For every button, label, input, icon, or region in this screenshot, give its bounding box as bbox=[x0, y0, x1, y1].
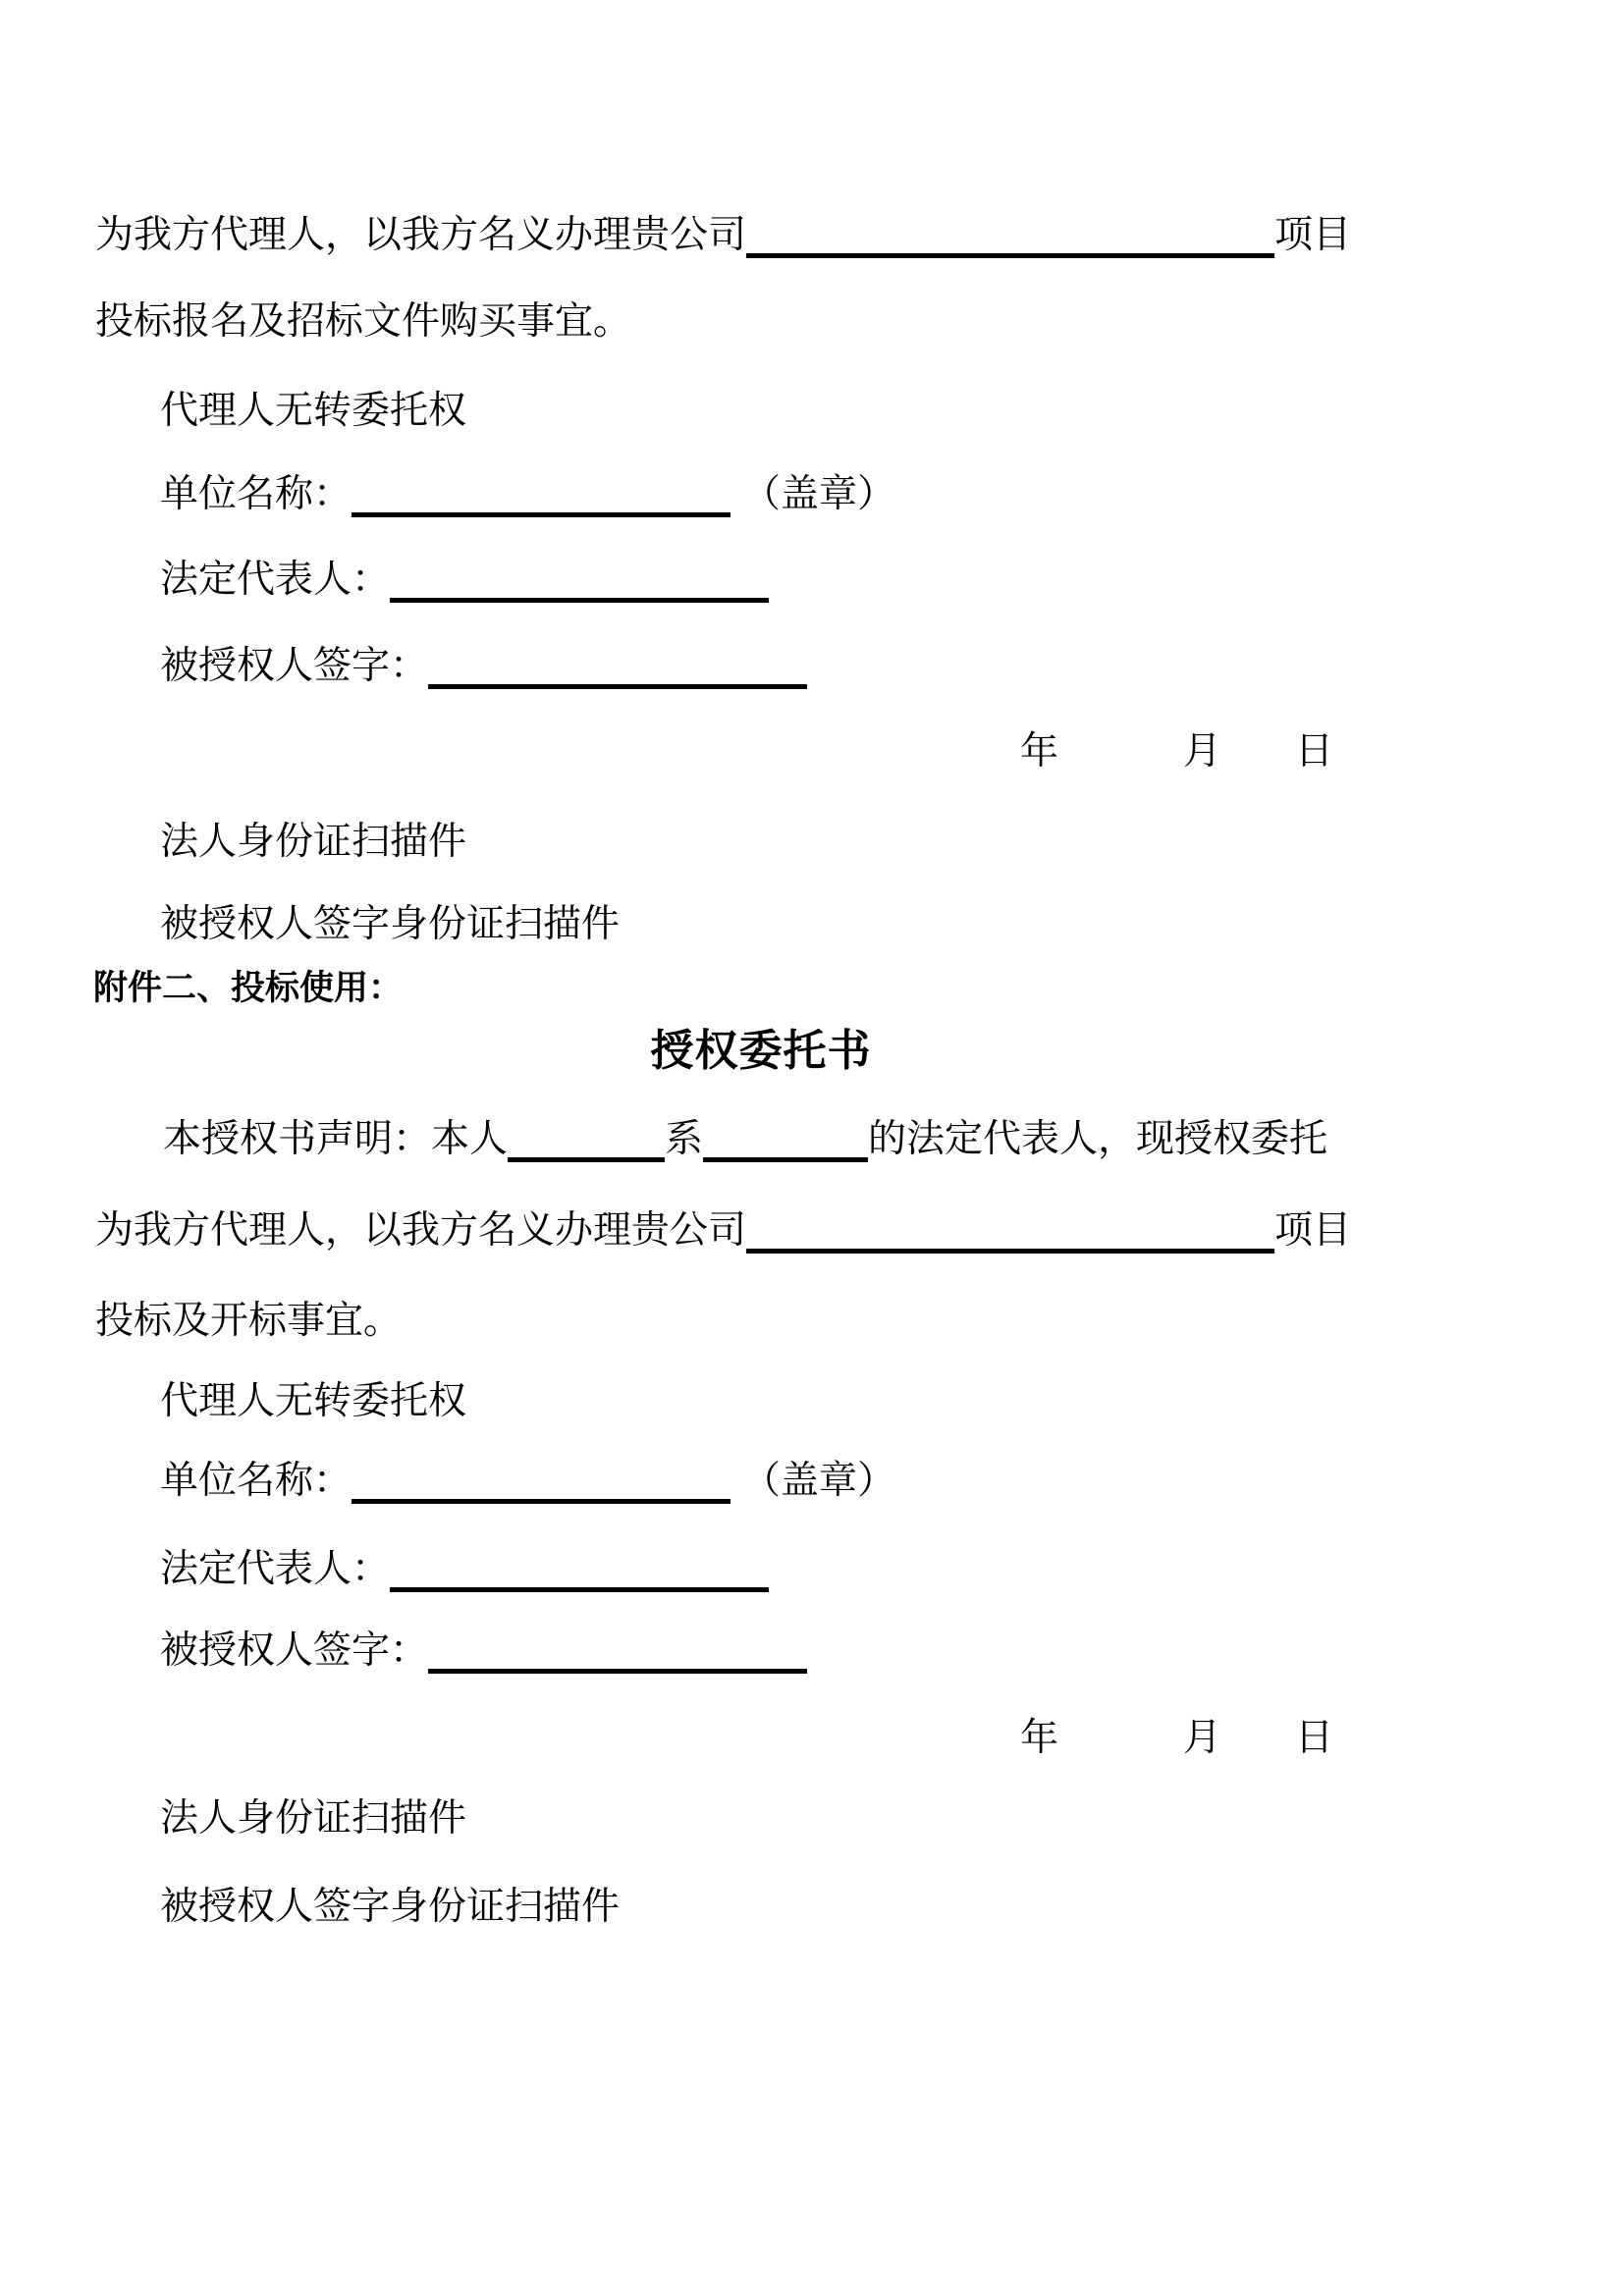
s1-unit-name-blank bbox=[352, 508, 731, 517]
s1-seal-label: （盖章） bbox=[742, 473, 896, 515]
s2-delegate-suffix: 项目 bbox=[1274, 1209, 1352, 1252]
s1-no-subdelegation-line: 代理人无转委托权 bbox=[160, 390, 467, 432]
s2-authorized-sign-blank bbox=[428, 1665, 807, 1674]
s2-declare-line bbox=[163, 1118, 1327, 1162]
s2-legal-id-scan-line: 法人身份证扫描件 bbox=[160, 1797, 467, 1840]
s1-company-blank bbox=[746, 249, 1274, 258]
s1-legal-rep-label: 法定代表人： bbox=[160, 559, 391, 601]
s2-day-label: 日 bbox=[1295, 1717, 1334, 1759]
s2-company-blank bbox=[746, 1245, 1274, 1254]
s1-unit-name-label: 单位名称： bbox=[160, 473, 352, 515]
s2-date-line bbox=[1020, 1717, 1333, 1761]
s1-date-line bbox=[1020, 730, 1333, 774]
section-title: 授权委托书 bbox=[650, 1027, 872, 1075]
s2-delegate-line bbox=[95, 1209, 1351, 1254]
s2-declare-prefix: 本授权书声明：本人 bbox=[163, 1118, 509, 1160]
s2-unit-name-blank bbox=[352, 1495, 731, 1504]
s2-legal-rep-label: 法定代表人： bbox=[160, 1548, 391, 1590]
s2-delegate-prefix: 为我方代理人，以我方名义办理贵公司 bbox=[95, 1209, 747, 1252]
s2-seal-label: （盖章） bbox=[742, 1460, 896, 1502]
s1-legal-rep-blank bbox=[390, 594, 769, 603]
s1-unit-name-line bbox=[160, 473, 895, 517]
s2-unit-name-label: 单位名称： bbox=[160, 1460, 352, 1502]
s2-declare-suffix: 的法定代表人，现授权委托 bbox=[868, 1118, 1328, 1160]
attachment-heading: 附件二、投标使用： bbox=[93, 969, 404, 1007]
s2-legal-rep-blank bbox=[390, 1583, 769, 1592]
s1-purpose-line: 投标报名及招标文件购买事宜。 bbox=[95, 300, 632, 343]
s1-authorized-sign-blank bbox=[428, 680, 807, 689]
s1-legal-rep-line bbox=[160, 559, 769, 603]
s2-person-blank bbox=[508, 1153, 665, 1162]
s2-legal-rep-line bbox=[160, 1548, 769, 1592]
s2-year-label: 年 bbox=[1020, 1717, 1059, 1759]
s2-no-subdelegation-line: 代理人无转委托权 bbox=[160, 1380, 467, 1422]
s1-month-label: 月 bbox=[1183, 730, 1222, 773]
s1-legal-id-scan-line: 法人身份证扫描件 bbox=[160, 821, 467, 863]
s2-authorized-sign-line bbox=[160, 1629, 807, 1674]
s1-authorized-sign-line bbox=[160, 645, 807, 689]
s1-delegate-suffix: 项目 bbox=[1274, 214, 1352, 256]
s1-day-label: 日 bbox=[1295, 730, 1334, 773]
s1-authorized-sign-label: 被授权人签字： bbox=[160, 645, 429, 687]
s1-authorized-id-scan-line: 被授权人签字身份证扫描件 bbox=[160, 903, 621, 945]
s1-delegate-line bbox=[95, 214, 1351, 258]
s1-delegate-prefix: 为我方代理人，以我方名义办理贵公司 bbox=[95, 214, 747, 256]
s1-year-label: 年 bbox=[1020, 730, 1059, 773]
s2-authorized-sign-label: 被授权人签字： bbox=[160, 1629, 429, 1672]
s2-authorized-id-scan-line: 被授权人签字身份证扫描件 bbox=[160, 1886, 621, 1928]
s2-declare-link: 系 bbox=[665, 1118, 704, 1160]
s2-purpose-line: 投标及开标事宜。 bbox=[95, 1300, 403, 1342]
s2-entity-blank bbox=[703, 1153, 868, 1162]
s2-month-label: 月 bbox=[1183, 1717, 1222, 1759]
s2-unit-name-line bbox=[160, 1460, 895, 1504]
